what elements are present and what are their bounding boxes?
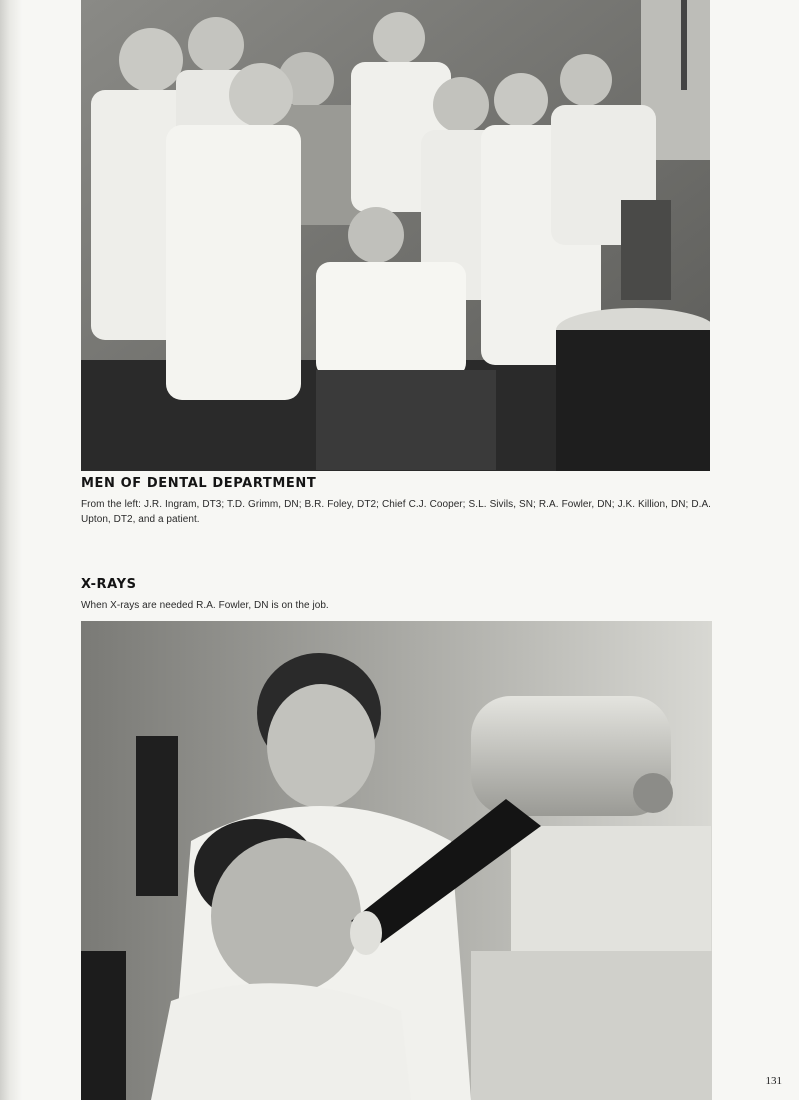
section-heading-xrays: X-RAYS <box>81 577 137 592</box>
page-number: 131 <box>765 1075 782 1087</box>
binding-shadow <box>0 0 22 1100</box>
xray-photo <box>81 621 712 1100</box>
section-heading-dental: MEN OF DENTAL DEPARTMENT <box>81 476 317 491</box>
caption-dental: From the left: J.R. Ingram, DT3; T.D. Grimm, DN; B.R. Foley, DT2; Chief C.J. Cooper; S.L. Sivils, SN; R.A. Fowler, DN; J.K. Killion, DN; D.A. Upton, DT2, and a patient. <box>81 499 711 525</box>
dental-department-photo <box>81 0 710 471</box>
xray-photo-art <box>81 621 712 1100</box>
dental-department-photo-art <box>81 0 710 471</box>
caption-xrays: When X-rays are needed R.A. Fowler, DN is on the job. <box>81 600 329 611</box>
